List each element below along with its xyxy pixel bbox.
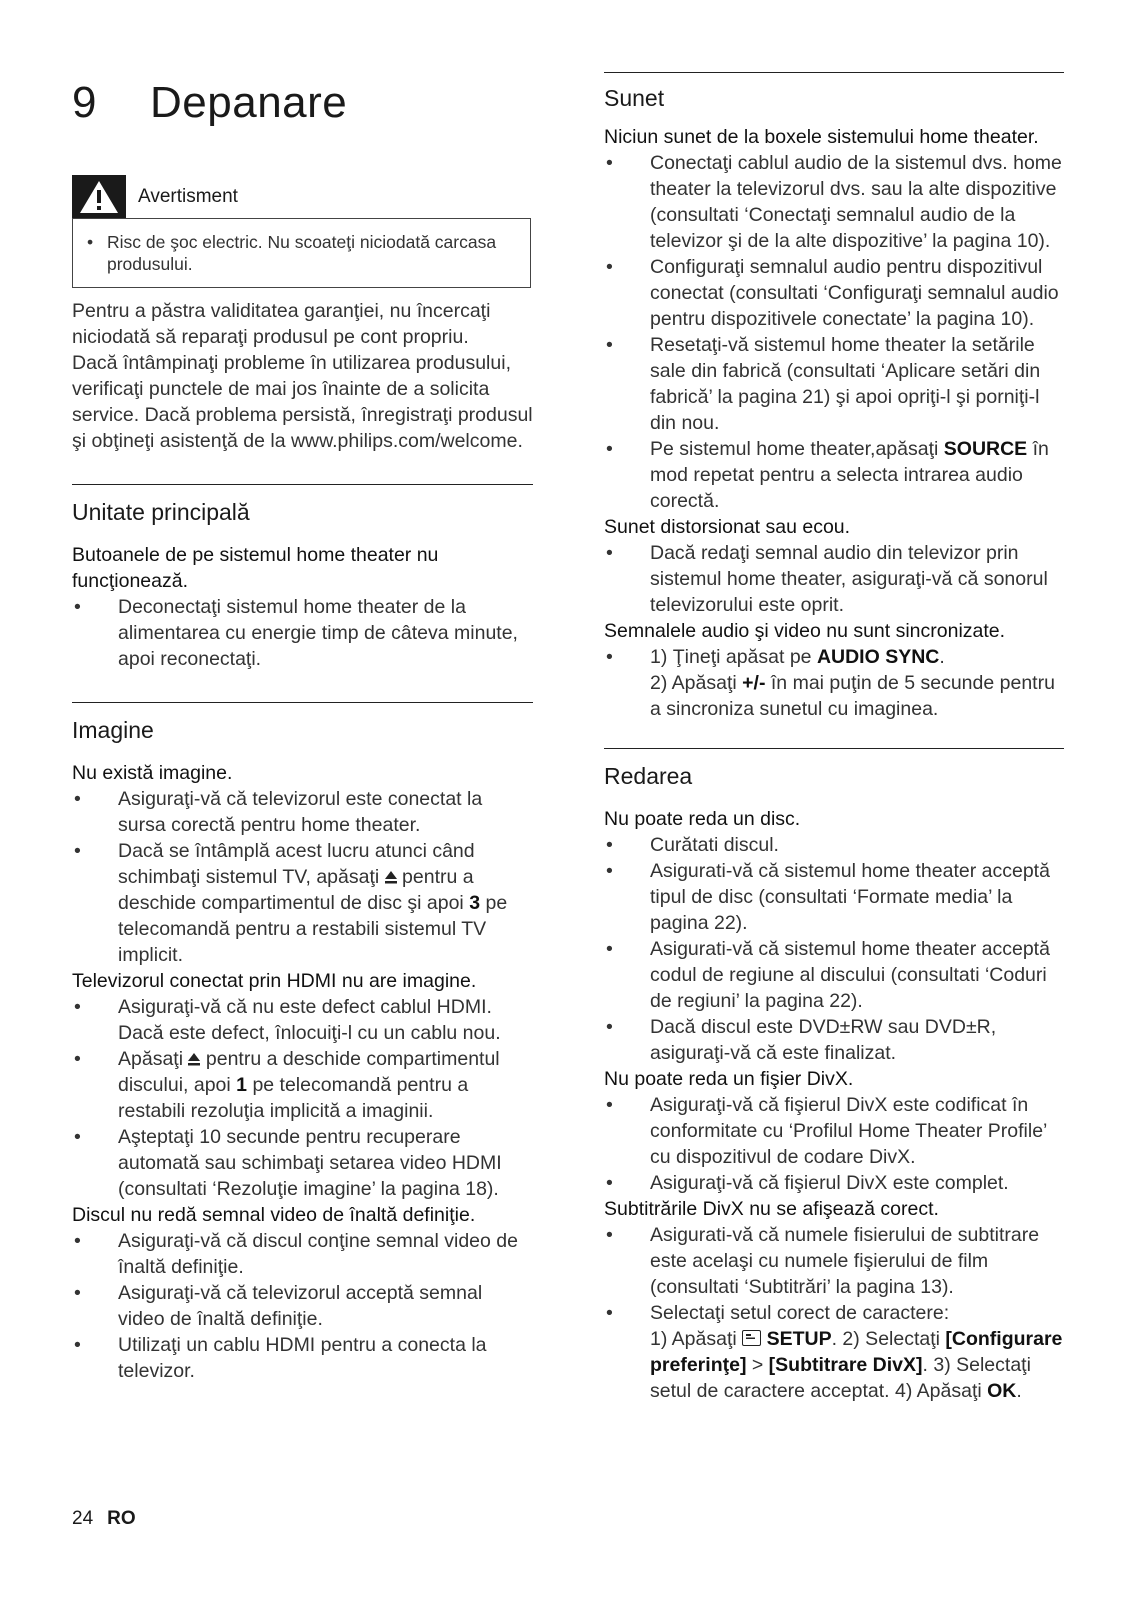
problem-heading: Semnalele audio şi video nu sunt sincronizate.: [604, 620, 1006, 642]
language-code: RO: [107, 1508, 136, 1529]
list-item: • Resetaţi-vă sistemul home theater la setările sale din fabrică (consultati ‘Aplicare setări din fabrică’ la pagina 21) şi apoi opriţi-l şi porniţi-l din nou.: [604, 332, 1064, 436]
warning-header: [72, 175, 533, 219]
problem-heading: Niciun sunet de la boxele sistemului home theater.: [604, 126, 1039, 148]
list-item: [72, 838, 533, 968]
warning-triangle-icon: [72, 175, 126, 219]
text: .: [1016, 1380, 1022, 1402]
list-item: • Dacă discul este DVD±RW sau DVD±R, asiguraţi-vă că este finalizat.: [604, 1014, 1064, 1066]
list-item: • Asiguraţi-vă că fişierul DivX este codificat în conformitate cu ‘Profilul Home Theater Profile’ cu dispozitivul de codare DivX.: [604, 1092, 1064, 1170]
problem-heading: Televizorul conectat prin HDMI nu are imagine.: [72, 970, 477, 992]
section-divider: [72, 484, 533, 485]
text: >: [751, 1354, 764, 1376]
text: Dacă se întâmplă acest lucru atunci când schimbaţi sistemul TV, apăsaţi: [118, 840, 475, 888]
key-label: OK: [987, 1380, 1017, 1402]
text: pentru a deschide compartimentul discului, apoi: [118, 1048, 500, 1096]
list-item: [604, 436, 1064, 514]
text: Pe sistemul home theater,apăsaţi: [650, 438, 939, 460]
key-label: SETUP: [766, 1328, 832, 1350]
menu-path: [Subtitrare DivX]: [768, 1354, 923, 1376]
eject-icon: [385, 865, 397, 878]
key-label: 1: [236, 1074, 248, 1096]
list-item: • Asiguraţi-vă că nu este defect cablul HDMI. Dacă este defect, înlocuiţi-l cu un cablu nou.: [72, 994, 533, 1046]
list-item: [604, 1300, 1064, 1404]
list-item: • Configuraţi semnalul audio pentru dispozitivul conectat (consultati ‘Configuraţi semnalul audio pentru dispozitivele conectate’ la pagina 10).: [604, 254, 1064, 332]
text: Apăsaţi: [118, 1048, 184, 1070]
key-label: +/-: [742, 672, 766, 694]
text: în mai puţin de 5 secunde pentru a sincroniza sunetul cu imaginea.: [650, 672, 1055, 720]
page-footer: [72, 1508, 136, 1530]
list-item: • Curătati discul.: [604, 832, 1064, 858]
text: pe telecomandă pentru a restabili rezoluţia implicită a imaginii.: [118, 1074, 469, 1122]
text: . 2) Selectaţi: [831, 1328, 940, 1350]
text: pe telecomandă pentru a restabili sistemul TV implicit.: [118, 892, 508, 966]
section-divider: [604, 748, 1064, 749]
list-item: • Utilizaţi un cablu HDMI pentru a conecta la televizor.: [72, 1332, 533, 1384]
list-item: • Dacă redaţi semnal audio din televizor prin sistemul home theater, asiguraţi-vă că sonorul televizorului este oprit.: [604, 540, 1064, 618]
page-number: 24: [72, 1508, 94, 1529]
chapter-title: [72, 78, 347, 128]
section-divider: [604, 72, 1064, 73]
list-item: [604, 644, 1064, 722]
left-column: [72, 298, 533, 1384]
list-item: • Aşteptaţi 10 secunde pentru recuperare automată sau schimbaţi setarea video HDMI (consultati ‘Rezoluţie imagine’ la pagina 18).: [72, 1124, 533, 1202]
section-title-sunet: Sunet: [604, 85, 665, 111]
text: .: [939, 646, 945, 668]
text: 2) Apăsaţi: [650, 672, 737, 694]
list-item: [72, 1046, 533, 1124]
warning-title: Avertisment: [138, 186, 238, 207]
list-item: • Conectaţi cablul audio de la sistemul dvs. home theater la televizorul dvs. sau la alte dispozitive (consultati ‘Conectaţi semnalul audio de la televizor şi de la alte dispozitive’ la pagina 10).: [604, 150, 1064, 254]
section-title-redarea: Redarea: [604, 763, 693, 789]
key-label: 3: [469, 892, 481, 914]
problem-heading: Nu există imagine.: [72, 762, 233, 784]
intro-paragraph: Pentru a păstra validitatea garanţiei, nu încercaţi niciodată să reparaţi produsul pe cont propriu.: [72, 300, 491, 348]
list-item: • Deconectaţi sistemul home theater de la alimentarea cu energie timp de câteva minute, apoi reconectaţi.: [72, 594, 533, 672]
problem-heading: Sunet distorsionat sau ecou.: [604, 516, 851, 538]
text: 1) Ţineţi apăsat pe: [650, 646, 812, 668]
problem-heading: Subtitrările DivX nu se afişează corect.: [604, 1198, 939, 1220]
problem-heading: Nu poate reda un fişier DivX.: [604, 1068, 854, 1090]
setup-menu-icon: [742, 1330, 761, 1346]
problem-heading: Discul nu redă semnal video de înaltă definiţie.: [72, 1204, 476, 1226]
right-column: [604, 72, 1064, 1404]
key-label: SOURCE: [943, 438, 1028, 460]
eject-icon: [188, 1047, 200, 1060]
text: 1) Apăsaţi: [650, 1328, 737, 1350]
chapter-number: 9: [72, 78, 97, 127]
section-title-unitate: Unitate principală: [72, 499, 250, 525]
warning-item: • Risc de şoc electric. Nu scoateţi niciodată carcasa produsului.: [73, 231, 530, 275]
list-item: • Asiguraţi-vă că fişierul DivX este complet.: [604, 1170, 1064, 1196]
key-label: AUDIO SYNC: [816, 646, 940, 668]
section-divider: [72, 702, 533, 703]
section-title-imagine: Imagine: [72, 717, 154, 743]
text: pentru a deschide compartimentul de disc şi apoi: [118, 866, 474, 914]
list-item: • Asigurati-vă că sistemul home theater acceptă codul de regiune al discului (consultati ‘Coduri de regiuni’ la pagina 22).: [604, 936, 1064, 1014]
menu-path: [Configurare preferinţe]: [650, 1328, 1063, 1376]
list-item: • Asigurati-vă că numele fisierului de subtitrare este acelaşi cu numele fişierului de film (consultati ‘Subtitrări’ la pagina 13).: [604, 1222, 1064, 1300]
list-item: • Asiguraţi-vă că televizorul acceptă semnal video de înaltă definiţie.: [72, 1280, 533, 1332]
text: în mod repetat pentru a selecta intrarea audio corectă.: [650, 438, 1049, 512]
list-item: • Asigurati-vă că sistemul home theater acceptă tipul de disc (consultati ‘Formate media’ la pagina 22).: [604, 858, 1064, 936]
text: . 3) Selectaţi setul de caractere acceptat. 4) Apăsaţi: [650, 1354, 1031, 1402]
problem-heading: Nu poate reda un disc.: [604, 808, 801, 830]
text: Selectaţi setul corect de caractere:: [650, 1302, 950, 1324]
intro-paragraph: Dacă întâmpinaţi probleme în utilizarea produsului, verificaţi punctele de mai jos înainte de a solicita service. Dacă problema persistă, înregistraţi produsul şi obţineţi asistenţă de la www.philips.com/welcome.: [72, 352, 533, 452]
chapter-name: Depanare: [150, 78, 348, 127]
list-item: • Asiguraţi-vă că televizorul este conectat la sursa corectă pentru home theater.: [72, 786, 533, 838]
list-item: • Asiguraţi-vă că discul conţine semnal video de înaltă definiţie.: [72, 1228, 533, 1280]
warning-box: [72, 218, 531, 288]
problem-heading: Butoanele de pe sistemul home theater nu funcţionează.: [72, 544, 439, 592]
